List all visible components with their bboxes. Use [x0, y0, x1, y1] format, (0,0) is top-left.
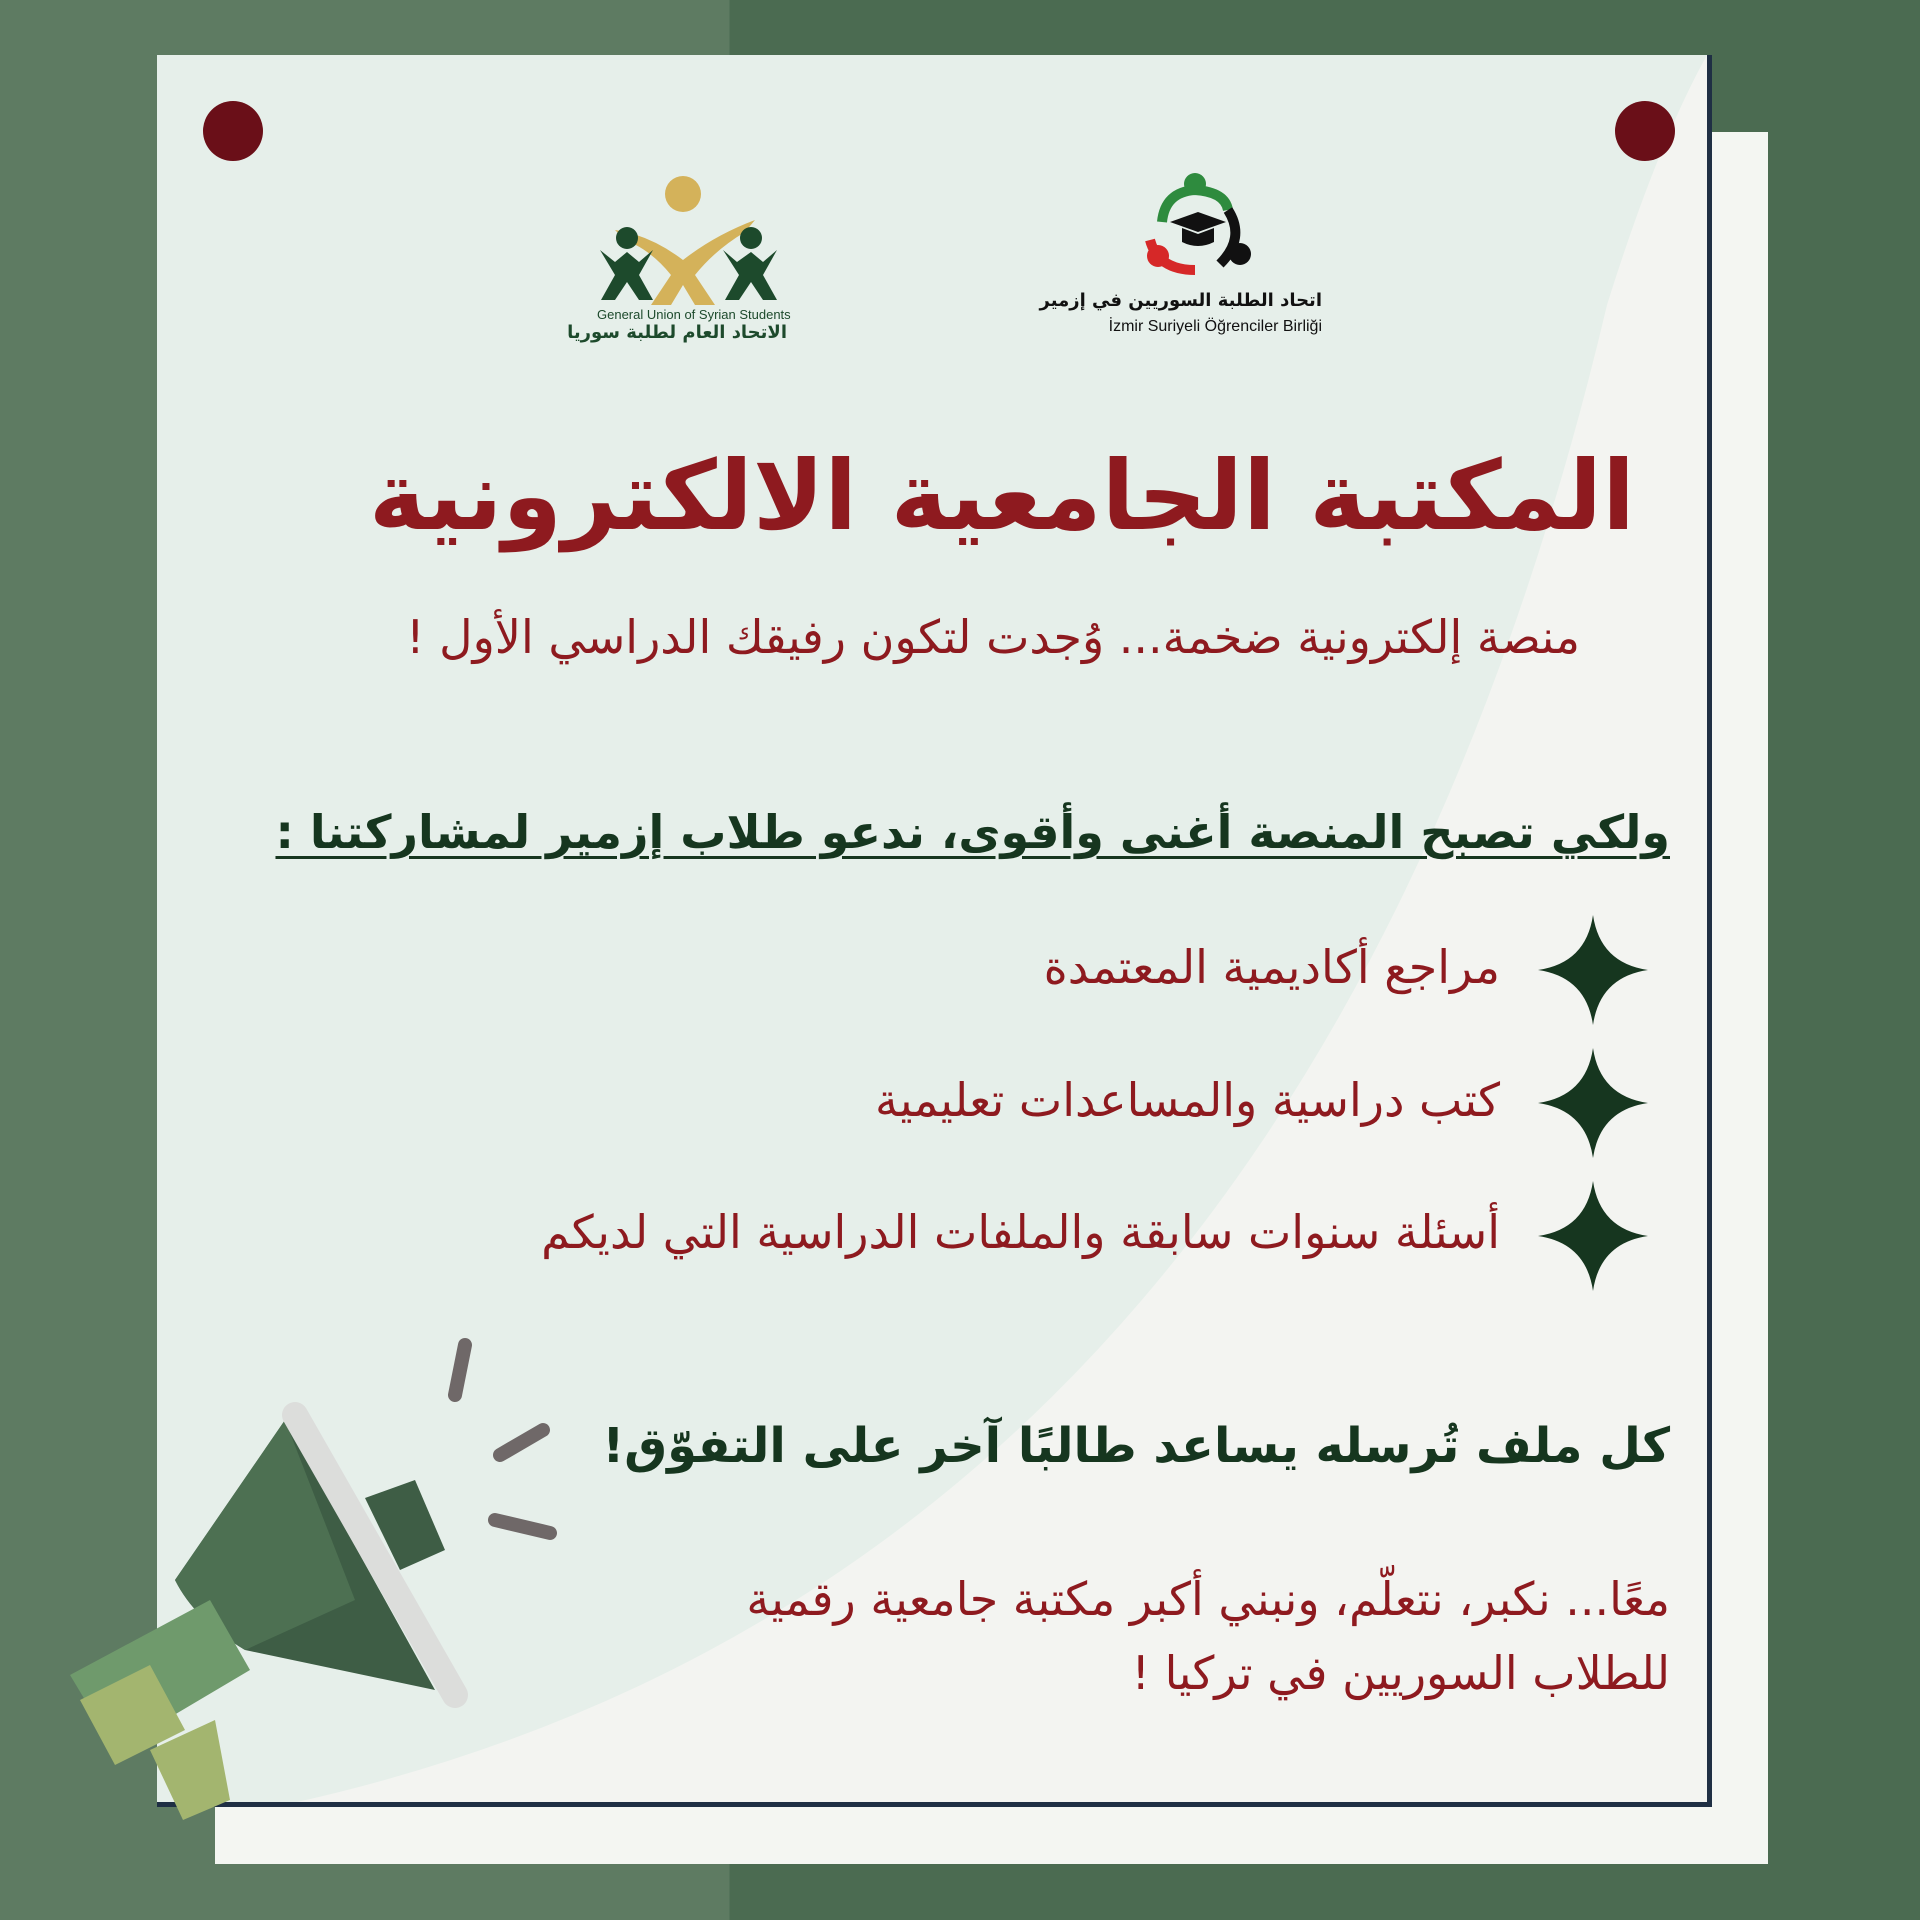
izmir-union-name-tr: İzmir Suriyeli Öğrenciler Birliği [1108, 318, 1322, 335]
megaphone-icon [55, 1320, 635, 1860]
general-union-logo [595, 170, 795, 310]
closing-line-1: معًا... نكبر، نتعلّم، ونبني أكبر مكتبة جامعية رقمية [746, 1572, 1670, 1626]
pin-icon [203, 101, 263, 161]
closing-line-2: للطلاب السوريين في تركيا ! [1131, 1646, 1670, 1700]
sparkle-icon [1538, 1048, 1648, 1158]
sparkle-icon [1538, 915, 1648, 1025]
bullet-item: كتب دراسية والمساعدات تعليمية [875, 1073, 1500, 1127]
bullet-item: أسئلة سنوات سابقة والملفات الدراسية التي لديكم [541, 1205, 1500, 1259]
every-file-heading: كل ملف تُرسله يساعد طالبًا آخر على التفوّق! [602, 1418, 1670, 1474]
invite-heading: ولكي تصبح المنصة أغنى وأقوى، ندعو طلاب إزمير لمشاركتنا : [275, 805, 1670, 859]
general-union-name-ar: الاتحاد العام لطلبة سوريا [567, 322, 787, 343]
bullet-item: مراجع أكاديمية المعتمدة [1043, 940, 1500, 994]
izmir-union-logo [1140, 170, 1260, 280]
pin-icon [1615, 101, 1675, 161]
page-title: المكتبة الجامعية الالكترونية [368, 440, 1635, 552]
sparkle-icon [1538, 1181, 1648, 1291]
general-union-name-en: General Union of Syrian Students [597, 307, 791, 322]
subtitle: منصة إلكترونية ضخمة... وُجدت لتكون رفيقك الدراسي الأول ! [406, 610, 1580, 664]
closing-message [746, 1562, 1670, 1710]
izmir-union-name-ar: اتحاد الطلبة السوريين في إزمير [1039, 290, 1322, 311]
